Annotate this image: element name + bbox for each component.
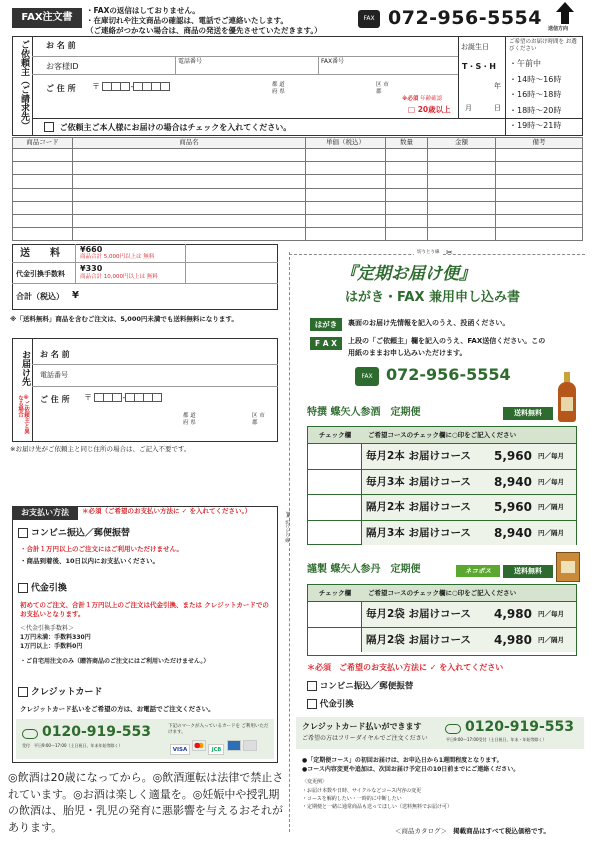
course-unit: 円／毎月 <box>538 610 564 618</box>
order-cell[interactable] <box>306 201 386 214</box>
pay-credit-label: クレジットカード <box>30 687 103 698</box>
course-check-cell[interactable] <box>308 520 362 546</box>
customer-id-label: お客様ID <box>46 62 79 71</box>
course-unit: 円／隔月 <box>538 528 564 537</box>
birthday-label: お誕生日 <box>461 43 489 51</box>
sub-pay-convenience-checkbox[interactable] <box>307 681 317 691</box>
order-row[interactable] <box>13 201 583 214</box>
delivery-address-field[interactable] <box>40 410 180 438</box>
pay-convenience-label: コンビニ振込／郵便振替 <box>30 528 130 539</box>
same-as-delivery-row <box>44 122 291 132</box>
course-check-cell[interactable] <box>308 443 362 469</box>
course-check-cell[interactable] <box>308 494 362 520</box>
order-cell[interactable] <box>386 201 428 214</box>
hagaki-instruction: 裏面のお届け先情報を記入のうえ、投函ください。 <box>348 319 510 327</box>
scissors-icon: ✂ <box>283 511 293 519</box>
order-cell[interactable] <box>496 228 583 241</box>
fax-icon: FAX <box>355 367 379 386</box>
order-table <box>12 137 583 241</box>
footer-catalog: ＜商品カタログ＞ <box>395 827 447 835</box>
send-direction-label: 送信方向 <box>548 26 569 32</box>
order-cell[interactable] <box>428 214 496 227</box>
order-cell[interactable] <box>306 162 386 175</box>
order-cell[interactable] <box>428 188 496 201</box>
header-note: （ご連絡がつかない場合は、商品の発送を優先させていただきます。） <box>86 26 322 35</box>
order-cell[interactable] <box>13 175 73 188</box>
cod-fee-label: 代金引換手数料 <box>16 270 65 278</box>
order-cell[interactable] <box>386 162 428 175</box>
order-cell[interactable] <box>496 201 583 214</box>
order-cell[interactable] <box>73 214 306 227</box>
delivery-phone-label: 電話番号 <box>40 371 68 379</box>
order-cell[interactable] <box>73 162 306 175</box>
free-shipping-note: ※「送料無料」商品を含むご注文は、5,000円未満でも送料無料になります。 <box>10 315 238 323</box>
course-unit: 円／隔月 <box>538 503 564 511</box>
sub-credit-text: クレジットカード払いができます <box>302 722 422 731</box>
same-as-delivery-checkbox[interactable] <box>44 122 54 132</box>
send-direction-icon <box>556 2 574 12</box>
birthday-year[interactable]: 年 <box>494 82 501 90</box>
course-name: 隔月2袋 お届けコース <box>366 633 471 646</box>
order-cell[interactable] <box>306 188 386 201</box>
subscription-fax-number: 072-956-5554 <box>386 365 511 384</box>
course-row <box>362 469 576 495</box>
postal-mark: 〒 <box>92 82 100 91</box>
order-cell[interactable] <box>13 228 73 241</box>
mastercard-icon <box>192 740 206 751</box>
pay-cod-label: 代金引換 <box>30 583 67 594</box>
order-cell[interactable] <box>306 149 386 162</box>
requester-city: 区 市 郡 <box>376 82 389 95</box>
subscription-note: ●「定期便コース」の初回お届けは、お申込日から1週間程度となります。 <box>302 757 503 764</box>
delivery-pref: 都 道 府 県 <box>183 413 196 426</box>
order-row[interactable] <box>13 214 583 227</box>
course-row <box>362 443 576 469</box>
order-cell[interactable] <box>306 214 386 227</box>
order-cell[interactable] <box>13 188 73 201</box>
cod-fee-line: 1万円未満：手数料330円 <box>20 634 91 641</box>
footer-tax-note: 掲載商品はすべて税込価格です。 <box>453 827 550 835</box>
course-check-cell[interactable] <box>308 627 362 653</box>
sub-credit-phone[interactable]: 0120-919-553 <box>465 719 575 735</box>
order-row[interactable] <box>13 149 583 162</box>
order-cell[interactable] <box>306 228 386 241</box>
course-price: 5,960 <box>494 449 532 463</box>
subscription-title: 『定期お届け便』 <box>340 264 476 284</box>
order-cell[interactable] <box>496 188 583 201</box>
age-20-check[interactable]: □ 20歳以上 <box>408 105 451 114</box>
freedial-icon <box>445 724 461 734</box>
order-cell[interactable] <box>496 175 583 188</box>
same-as-delivery-label: ご依頼主ご本人様にお届けの場合はチェックを入れてください。 <box>59 122 292 132</box>
product2-title: 謹製 蝶矢人参丹 定期便 <box>307 564 421 575</box>
fax-order-badge: FAX注文書 <box>12 8 82 28</box>
course-unit: 円／毎月 <box>538 452 564 460</box>
header-notes <box>86 6 366 36</box>
course-unit: 円／隔月 <box>538 635 564 644</box>
birthday-month[interactable]: 月 <box>465 104 472 112</box>
pay-convenience-note: ・合計１万円以上のご注文にはご利用いただけません。 <box>20 545 183 553</box>
subscription-note: ●コース内容変更や追加は、次回お届け予定日の10日前までにご連絡ください。 <box>302 766 520 773</box>
sub-pay-convenience-label: コンビニ振込／郵便振替 <box>319 681 414 692</box>
shipping-label: 送 料 <box>20 248 60 259</box>
free-shipping-badge: 送料無料 <box>503 407 553 420</box>
col-header: 商品名 <box>73 138 306 149</box>
header-note: ・在庫切れや注文商品の確認は、電話でご連絡いたします。 <box>86 16 288 25</box>
course-price: 4,980 <box>494 632 532 647</box>
fax-tag: F A X <box>310 337 342 350</box>
shipping-note: 商品合計 5,000円以上は 無料 <box>80 254 155 260</box>
credit-hours: 受付 平日9:00～17:00（土日祝日、年末年始等除く） <box>22 743 123 748</box>
delivery-name-label: お 名 前 <box>40 350 70 359</box>
dc-card-icon <box>243 740 257 751</box>
amex-card-icon <box>227 740 241 751</box>
subscription-notes <box>302 756 519 811</box>
sub-credit-subtext: ご希望の方はフリーダイヤルでご注文ください <box>302 735 428 742</box>
requester-postal[interactable]: 〒 - <box>92 82 170 92</box>
age-note: 年齢確認 <box>420 96 443 102</box>
course-name: 毎月2本 お届けコース <box>366 450 471 462</box>
cut-label-side: 切りとり線 <box>284 520 290 543</box>
order-cell[interactable] <box>306 175 386 188</box>
send-direction-shaft <box>561 12 569 24</box>
order-cell[interactable] <box>386 214 428 227</box>
col-header: 単価（税込） <box>306 138 386 149</box>
hagaki-tag: はがき <box>310 318 342 331</box>
delivery-phone-field[interactable] <box>80 367 275 384</box>
nekopos-badge: ネコポス <box>456 565 500 577</box>
course-row <box>362 601 576 627</box>
fax-instruction: 上段の「ご依頼主」欄を記入のうえ、FAX送信ください。この用紙のままお申し込みいただけます。 <box>348 337 546 357</box>
pay-credit-checkbox[interactable] <box>18 687 28 697</box>
delivery-address-label: ご 住 所 <box>40 395 70 404</box>
liquor-bottle-image <box>556 372 578 422</box>
sub-pay-convenience-row <box>307 681 413 692</box>
requester-name-label: お 名 前 <box>46 41 76 50</box>
pill-package-image <box>556 552 580 582</box>
order-cell[interactable] <box>73 149 306 162</box>
time-option[interactable]: ・19時～21時 <box>509 121 562 130</box>
time-pref-title: ご希望のお届け時間を お選びください <box>509 39 577 52</box>
sub-pay-cod-row <box>307 699 354 710</box>
order-cell[interactable] <box>496 214 583 227</box>
order-cell[interactable] <box>13 162 73 175</box>
order-row[interactable] <box>13 188 583 201</box>
order-cell[interactable] <box>428 228 496 241</box>
requester-fax-field[interactable] <box>321 64 456 74</box>
order-cell[interactable] <box>73 188 306 201</box>
course-check-cell[interactable] <box>308 469 362 495</box>
order-cell[interactable] <box>73 228 306 241</box>
age-check-note <box>402 96 442 103</box>
subscription-subtitle: はがき・FAX 兼用申し込み書 <box>345 290 520 305</box>
cod-fee-note: 商品合計 10,000円以上は 無料 <box>80 274 158 280</box>
cod-fee-title: ＜代金引換手数料＞ <box>20 625 75 632</box>
course-row <box>362 627 576 653</box>
subscription-payment-required: ＊必須 ご希望のお支払い方法に ✓ を入れてください <box>307 663 504 672</box>
sub-credit-hours: 平日9:00～17:00受付（土日祝日、年末・年始等除く） <box>446 737 547 742</box>
payment-required-note: ＊必須（ご希望のお支払い方法に ✓ を入れてください。） <box>82 507 252 515</box>
course-name: 隔月3本 お届けコース <box>366 526 471 539</box>
course-header-check: チェック欄 <box>308 427 362 443</box>
scissors-icon: ✂ <box>446 248 453 257</box>
header-note: ・FAXの返信はしておりません。 <box>86 6 200 15</box>
time-option[interactable]: ・午前中 <box>509 59 541 68</box>
total-label: 合計（税込） <box>16 292 64 301</box>
credit-phone-number[interactable]: 0120-919-553 <box>42 724 152 740</box>
delivery-side-note: ※ご依頼主と異なる場合 <box>17 395 29 434</box>
visa-card-icon: VISA <box>170 744 190 755</box>
order-cell[interactable] <box>73 201 306 214</box>
delivery-note: ※お届け先がご依頼主と同じ住所の場合は、ご記入不要です。 <box>10 445 191 453</box>
course-row <box>362 494 576 520</box>
requester-name-field[interactable] <box>90 38 456 55</box>
order-cell[interactable] <box>428 149 496 162</box>
change-item: ・コースを解約したい・一時的に中断したい <box>302 796 402 802</box>
pay-cod-note: ・ご自宅用注文のみ（贈答商品のご注文にはご利用いただけません。） <box>20 658 210 665</box>
time-option[interactable]: ・18時～20時 <box>509 105 562 115</box>
course-name: 毎月2袋 お届けコース <box>366 608 471 620</box>
order-cell[interactable] <box>13 149 73 162</box>
requester-address-label: ご 住 所 <box>46 84 76 93</box>
course-price: 8,940 <box>494 474 532 489</box>
birthday-day[interactable]: 日 <box>494 104 501 112</box>
order-cell[interactable] <box>428 175 496 188</box>
pay-credit-row <box>18 687 102 698</box>
requester-fax-label: FAX番号 <box>321 58 345 65</box>
cut-label-top: 切りとり線 <box>414 250 443 255</box>
order-cell[interactable] <box>496 149 583 162</box>
order-row[interactable] <box>13 228 583 241</box>
delivery-postal[interactable]: 〒 - <box>84 393 162 403</box>
course-row <box>362 520 576 546</box>
change-item: ・定期便と一緒に通常商品も送ってほしい（送料無料でお届け可） <box>302 804 453 810</box>
time-option[interactable]: ・16時～18時 <box>509 90 562 99</box>
col-header: 商品コード <box>13 138 73 149</box>
order-cell[interactable] <box>386 228 428 241</box>
cod-fee-price: ¥330 <box>80 264 103 273</box>
delivery-name-field[interactable] <box>80 342 275 362</box>
time-pref-options <box>509 56 561 134</box>
requester-phone-label: 電話番号 <box>178 58 203 65</box>
course-price: 4,980 <box>494 607 532 621</box>
col-header: 数量 <box>386 138 428 149</box>
order-cell[interactable] <box>73 175 306 188</box>
order-cell[interactable] <box>13 214 73 227</box>
pay-convenience-checkbox[interactable] <box>18 528 28 538</box>
course-header-check: チェック欄 <box>308 585 362 601</box>
order-cell[interactable] <box>496 162 583 175</box>
free-shipping-badge: 送料無料 <box>503 565 553 578</box>
card-logos <box>170 740 257 755</box>
pay-cod-row <box>18 583 67 594</box>
alcohol-warning: ◎飲酒は20歳になってから。◎飲酒運転は法律で禁止されています。◎お酒は楽しく適量を。◎妊娠中や授乳期の飲酒は、胎児・乳児の発育に悪影響を与えるおそれがあります。 <box>8 771 284 834</box>
pay-convenience-row <box>18 528 130 539</box>
sub-pay-cod-checkbox[interactable] <box>307 699 317 709</box>
header-fax-number: 072-956-5554 <box>388 7 542 29</box>
course-header-text: ご希望コースのチェック欄に○印をご記入ください <box>362 585 576 601</box>
freedial-icon <box>22 729 38 739</box>
payment-title: お支払い方法 <box>12 506 78 520</box>
fax-icon: FAX <box>358 10 380 28</box>
order-cell[interactable] <box>386 175 428 188</box>
requester-address-field[interactable] <box>46 97 396 116</box>
customer-id-field[interactable] <box>95 57 173 73</box>
course-unit: 円／毎月 <box>538 477 564 486</box>
course-check-cell[interactable] <box>308 601 362 627</box>
order-cell[interactable] <box>386 188 428 201</box>
delivery-city: 区 市 郡 <box>252 413 265 426</box>
change-item: ・お届け本数や日時、サイクルなどコース内容の変更 <box>302 788 422 794</box>
col-header: 備考 <box>496 138 583 149</box>
postal-mark: 〒 <box>84 393 92 402</box>
required-mark: ※必須 <box>402 96 419 102</box>
credit-marks-note: 下記のマークが入っているカードを ご利用いただけます。 <box>168 724 269 735</box>
pay-convenience-note: ・商品到着後、10日以内にお支払いください。 <box>20 557 160 565</box>
course-name: 毎月3本 お届けコース <box>366 475 471 488</box>
delivery-side-label: お届け先 <box>20 350 30 386</box>
change-title: 〈変更例〉 <box>302 779 328 785</box>
order-row[interactable] <box>13 175 583 188</box>
course-price: 5,960 <box>494 500 532 514</box>
pay-cod-checkbox[interactable] <box>18 583 28 593</box>
requester-side-label: ご依頼主（ご請求先） <box>19 40 29 130</box>
order-cell[interactable] <box>386 149 428 162</box>
pay-credit-note: クレジットカード払いをご希望の方は、お電話でご注文ください。 <box>20 705 215 713</box>
course-header-text: ご希望コースのチェック欄に○印をご記入ください <box>362 427 576 443</box>
order-row[interactable] <box>13 162 583 175</box>
birthday-era[interactable]: T・S・H <box>462 62 496 71</box>
requester-phone-field[interactable] <box>178 64 316 74</box>
order-cell[interactable] <box>13 201 73 214</box>
order-cell[interactable] <box>428 162 496 175</box>
product1-title: 特撰 蝶矢人参酒 定期便 <box>307 407 421 418</box>
col-header: 金額 <box>428 138 496 149</box>
shipping-price: ¥660 <box>80 245 103 254</box>
requester-pref: 都 道 府 県 <box>272 82 285 95</box>
pay-cod-red-note: 初めてのご注文、合計１万円以上のご注文は代金引換、または クレジットカードでのお支払いとなります。 <box>20 601 269 618</box>
course-price: 8,940 <box>494 525 532 540</box>
time-option[interactable]: ・14時～16時 <box>509 74 562 84</box>
course-name: 隔月2本 お届けコース <box>366 501 471 513</box>
jcb-card-icon: JCB <box>208 744 224 755</box>
cod-fee-line: 1万円以上：手数料0円 <box>20 643 83 650</box>
order-cell[interactable] <box>428 201 496 214</box>
total-value[interactable]: ¥ <box>72 290 79 301</box>
sub-pay-cod-label: 代金引換 <box>319 699 354 710</box>
footer <box>395 828 550 836</box>
